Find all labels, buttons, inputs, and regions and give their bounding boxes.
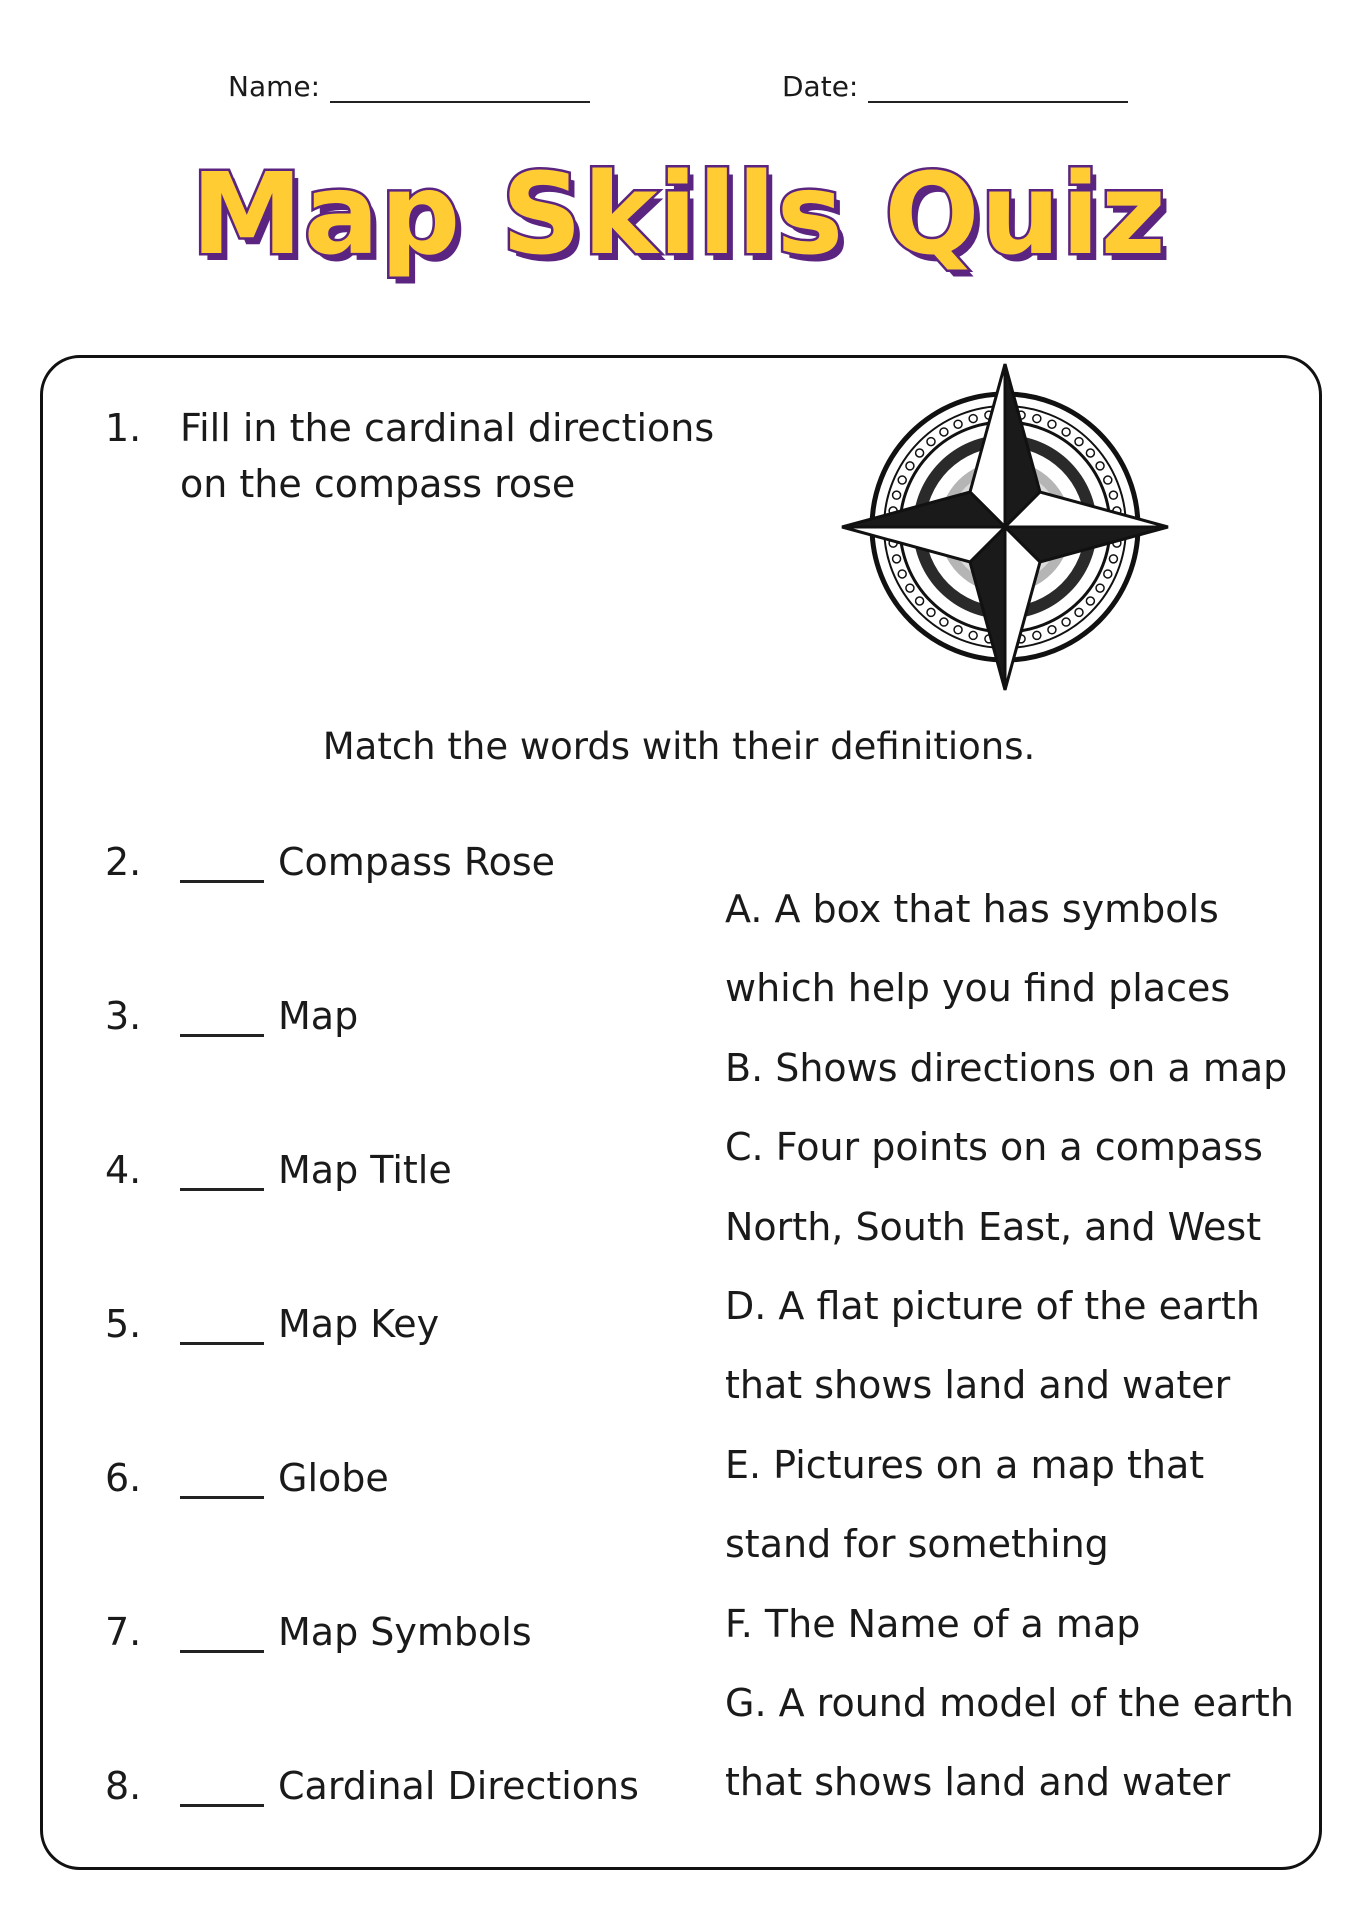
definition-line: A. A box that has symbols xyxy=(725,887,1219,931)
definition-line: that shows land and water xyxy=(725,1363,1231,1408)
term-number: 8. xyxy=(105,1764,142,1808)
question-text-line-2: on the compass rose xyxy=(180,462,576,506)
compass-rose-icon xyxy=(840,362,1170,692)
term-row xyxy=(105,1456,639,1610)
term-number: 6. xyxy=(105,1456,142,1500)
date-label: Date: xyxy=(782,70,859,103)
term-number: 3. xyxy=(105,994,142,1038)
definition-line: F. The Name of a map xyxy=(725,1601,1141,1646)
definition-line: E. Pictures on a map that xyxy=(725,1442,1205,1487)
term-label: Globe xyxy=(278,1456,389,1500)
date-field[interactable] xyxy=(782,70,1128,103)
term-label: Compass Rose xyxy=(278,840,556,884)
definition-line: North, South East, and West xyxy=(725,1204,1262,1249)
term-row xyxy=(105,1764,639,1918)
matching-instructions: Match the words with their definitions. xyxy=(322,725,1036,768)
term-row xyxy=(105,840,639,994)
answer-blank[interactable] xyxy=(180,1610,264,1653)
term-row xyxy=(105,1302,639,1456)
term-row xyxy=(105,994,639,1148)
name-field[interactable] xyxy=(228,70,590,103)
page-title: Map Skills Quiz xyxy=(191,150,1167,280)
definition-line: C. Four points on a compass xyxy=(725,1125,1263,1170)
answer-blank[interactable] xyxy=(180,1764,264,1807)
name-blank[interactable] xyxy=(330,71,590,103)
name-label: Name: xyxy=(228,70,321,103)
term-number: 5. xyxy=(105,1302,142,1346)
term-label: Cardinal Directions xyxy=(278,1764,639,1808)
definition-line: that shows land and water xyxy=(725,1760,1231,1805)
term-number: 7. xyxy=(105,1610,142,1654)
term-label: Map Symbols xyxy=(278,1610,532,1654)
answer-blank[interactable] xyxy=(180,1148,264,1191)
definition-line: stand for something xyxy=(725,1522,1109,1567)
answer-blank[interactable] xyxy=(180,994,264,1037)
definition-list xyxy=(725,870,1294,1823)
term-row xyxy=(105,1148,639,1302)
term-list xyxy=(105,840,639,1918)
term-label: Map xyxy=(278,994,359,1038)
answer-blank[interactable] xyxy=(180,840,264,883)
term-number: 4. xyxy=(105,1148,142,1192)
question-number: 1. xyxy=(105,406,142,450)
term-number: 2. xyxy=(105,840,142,884)
term-label: Map Key xyxy=(278,1302,440,1346)
definition-line: G. A round model of the earth xyxy=(725,1681,1294,1726)
date-blank[interactable] xyxy=(868,71,1128,103)
question-1 xyxy=(105,400,714,512)
term-label: Map Title xyxy=(278,1148,452,1192)
definition-line: D. A flat picture of the earth xyxy=(725,1284,1260,1329)
answer-blank[interactable] xyxy=(180,1302,264,1345)
question-text-line-1: Fill in the cardinal directions xyxy=(180,406,715,450)
answer-blank[interactable] xyxy=(180,1456,264,1499)
term-row xyxy=(105,1610,639,1764)
definition-line: which help you find places xyxy=(725,966,1231,1011)
definition-line: B. Shows directions on a map xyxy=(725,1045,1288,1090)
